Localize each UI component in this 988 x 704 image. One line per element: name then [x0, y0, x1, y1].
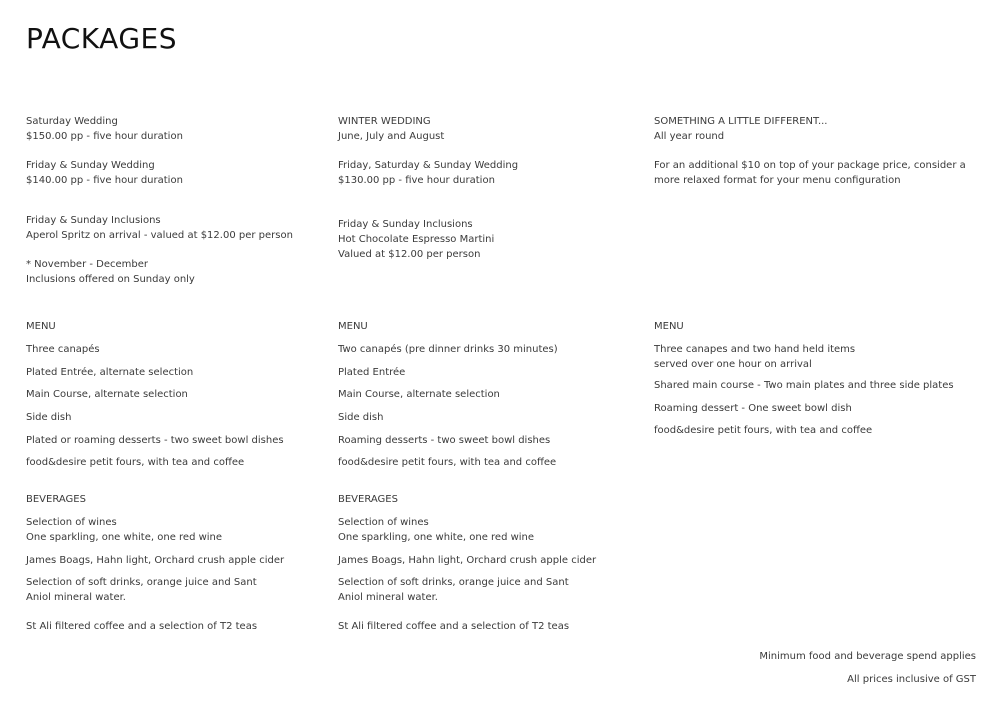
package-alt-header: [26, 158, 183, 188]
inclusions-note: [26, 257, 195, 287]
beverage-item: One sparkling, one white, one red wine: [26, 532, 223, 543]
inclusion-item: Valued at $12.00 per person: [338, 249, 481, 260]
menu-title: MENU: [654, 321, 684, 332]
menu-item: food&desire petit fours, with tea and coffee: [338, 457, 557, 468]
menu-item: Three canapes and two hand held items served over one hour on arrival: [654, 344, 856, 370]
menu-item: Plated Entrée: [338, 367, 406, 378]
beverages-title: BEVERAGES: [26, 494, 86, 505]
page-title: PACKAGES: [26, 22, 177, 55]
footer-minimum-spend: Minimum food and beverage spend applies: [759, 651, 976, 662]
beverage-item: St Ali filtered coffee and a selection of T2 teas: [338, 621, 570, 632]
menu-item: Main Course, alternate selection: [26, 389, 188, 400]
note-line: Inclusions offered on Sunday only: [26, 274, 195, 285]
menu-item: food&desire petit fours, with tea and coffee: [26, 457, 245, 468]
menu-item: Roaming dessert - One sweet bowl dish: [654, 403, 852, 414]
package-header: [338, 114, 444, 144]
note-line: * November - December: [26, 259, 149, 270]
menu-item: Side dish: [26, 412, 72, 423]
package-heading: WINTER WEDDING: [338, 116, 431, 127]
package-alt-heading: Friday, Saturday & Sunday Wedding: [338, 160, 519, 171]
inclusion-item: Aperol Spritz on arrival - valued at $12.00 per person: [26, 230, 293, 241]
beverage-item: St Ali filtered coffee and a selection of T2 teas: [26, 621, 258, 632]
package-alt-price: $140.00 pp - five hour duration: [26, 175, 183, 186]
menu-item: food&desire petit fours, with tea and coffee: [654, 425, 873, 436]
package-heading: SOMETHING A LITTLE DIFFERENT...: [654, 116, 828, 127]
menu-title: MENU: [26, 321, 56, 332]
package-season: June, July and August: [338, 131, 445, 142]
beverage-item: One sparkling, one white, one red wine: [338, 532, 535, 543]
beverage-item: Selection of wines: [26, 517, 117, 528]
menu-title: MENU: [338, 321, 368, 332]
menu-item: Roaming desserts - two sweet bowl dishes: [338, 435, 551, 446]
package-header: [26, 114, 183, 144]
menu-item: Two canapés (pre dinner drinks 30 minutes): [338, 344, 558, 355]
package-alt-price: $130.00 pp - five hour duration: [338, 175, 495, 186]
menu-item: Shared main course - Two main plates and three side plates: [654, 380, 954, 391]
beverage-item: James Boags, Hahn light, Orchard crush apple cider: [26, 555, 285, 566]
package-description: For an additional $10 on top of your package price, consider a more relaxed format for your menu configuration: [654, 160, 966, 186]
beverage-item: James Boags, Hahn light, Orchard crush apple cider: [338, 555, 597, 566]
menu-item: Plated Entrée, alternate selection: [26, 367, 194, 378]
beverages-title: BEVERAGES: [338, 494, 398, 505]
footer-gst-note: All prices inclusive of GST: [847, 674, 976, 685]
package-heading: Saturday Wedding: [26, 116, 118, 127]
beverage-item: Selection of wines: [338, 517, 429, 528]
package-price: $150.00 pp - five hour duration: [26, 131, 183, 142]
menu-item: Side dish: [338, 412, 384, 423]
package-alt-heading: Friday & Sunday Wedding: [26, 160, 155, 171]
inclusion-item: Hot Chocolate Espresso Martini: [338, 234, 495, 245]
package-header: [654, 114, 827, 144]
package-availability: All year round: [654, 131, 725, 142]
beverage-item: Selection of soft drinks, orange juice and Sant Aniol mineral water.: [26, 577, 257, 603]
menu-item: Three canapés: [26, 344, 100, 355]
inclusions-block: [26, 213, 293, 243]
package-alt-header: [338, 158, 518, 188]
beverage-item: Selection of soft drinks, orange juice and Sant Aniol mineral water.: [338, 577, 569, 603]
inclusions-block: [338, 217, 494, 262]
inclusions-title: Friday & Sunday Inclusions: [26, 215, 161, 226]
menu-item: Plated or roaming desserts - two sweet bowl dishes: [26, 435, 284, 446]
menu-item: Main Course, alternate selection: [338, 389, 500, 400]
inclusions-title: Friday & Sunday Inclusions: [338, 219, 473, 230]
